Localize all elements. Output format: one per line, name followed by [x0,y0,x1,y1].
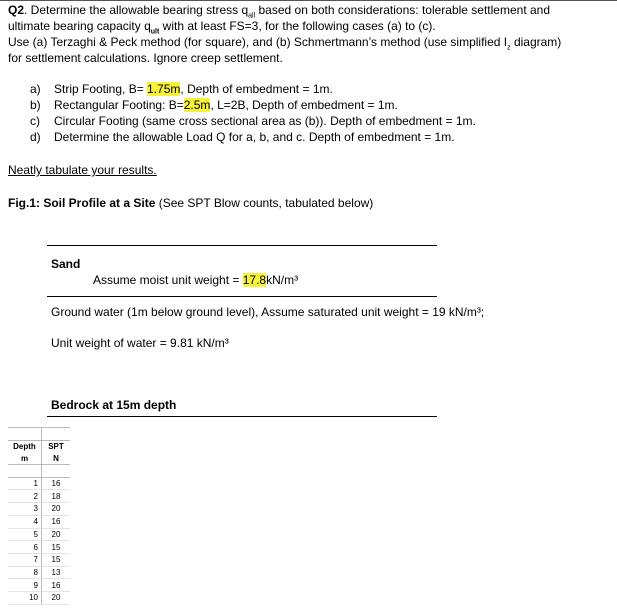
ground-surface-line [47,245,437,246]
header-spt-unit: N [42,452,71,464]
table-row: 6 15 [8,541,70,554]
table-row: 7 15 [8,553,70,566]
table-row: 1 16 [8,477,70,490]
question-number: Q2 [8,3,25,17]
table-row: 10 20 [8,591,70,604]
table-header-units-row [8,452,70,464]
table-row: 8 13 [8,566,70,579]
sand-label: Sand [51,257,81,271]
spt-table-body [8,428,70,605]
groundwater-text: Ground water (1m below ground level), Assume saturated unit weight = 19 kN/m³; [51,305,485,319]
bedrock-line [47,416,437,417]
question-line-4: for settlement calculations. Ignore creep settlement. [8,51,283,65]
table-row: 5 20 [8,528,70,541]
case-b: b) Rectangular Footing: B=2.5m, L=2B, Depth of embedment = 1m. [30,98,398,112]
question-line-2: ultimate bearing capacity $q_{ult}$ with at least FS=3, for the following cases (a) to (c). [8,19,436,36]
table-row: 9 16 [8,579,70,592]
table-row: 2 18 [8,490,70,503]
case-d: d) Determine the allowable Load Q for a, b, and c. Depth of embedment = 1m. [30,130,455,144]
table-row: 4 16 [8,515,70,528]
moist-unit-weight: Assume moist unit weight = 17.8kN/m³ [93,273,299,287]
highlight-width-a: 1.75m [147,82,181,96]
table-header-row [8,440,70,452]
question-line-1: Q2. Determine the allowable bearing stress $q_{all}$ based on both considerations: tolerable settlement and [8,3,551,20]
header-depth: Depth [8,440,42,452]
figure-caption: Fig.1: Soil Profile at a Site (See SPT Blow counts, tabulated below) [8,196,374,210]
question-line-3: Use (a) Terzaghi & Peck method (for square), and (b) Schmertmann’s method (use simplified $I_z$ diagram) [8,35,562,52]
spt-table [8,427,70,605]
water-unit-weight: Unit weight of water = 9.81 kN/m³ [51,336,229,350]
tabulate-note: Neatly tabulate your results. [8,163,157,177]
case-c: c) Circular Footing (same cross sectional area as (b)). Depth of embedment = 1m. [30,114,476,128]
bedrock-label: Bedrock at 15m depth [51,398,177,412]
groundwater-line [47,296,437,297]
header-depth-unit: m [8,452,42,464]
top-border [0,0,617,1]
table-row: 3 20 [8,503,70,516]
highlight-unit-weight: 17.8 [242,273,267,287]
header-spt: SPT [42,440,71,452]
table-spacer-row [8,465,70,478]
table-blank-row [8,428,70,441]
case-a: a) Strip Footing, B= 1.75m, Depth of embedment = 1m. [30,82,333,96]
highlight-width-b: 2.5m [183,98,211,112]
